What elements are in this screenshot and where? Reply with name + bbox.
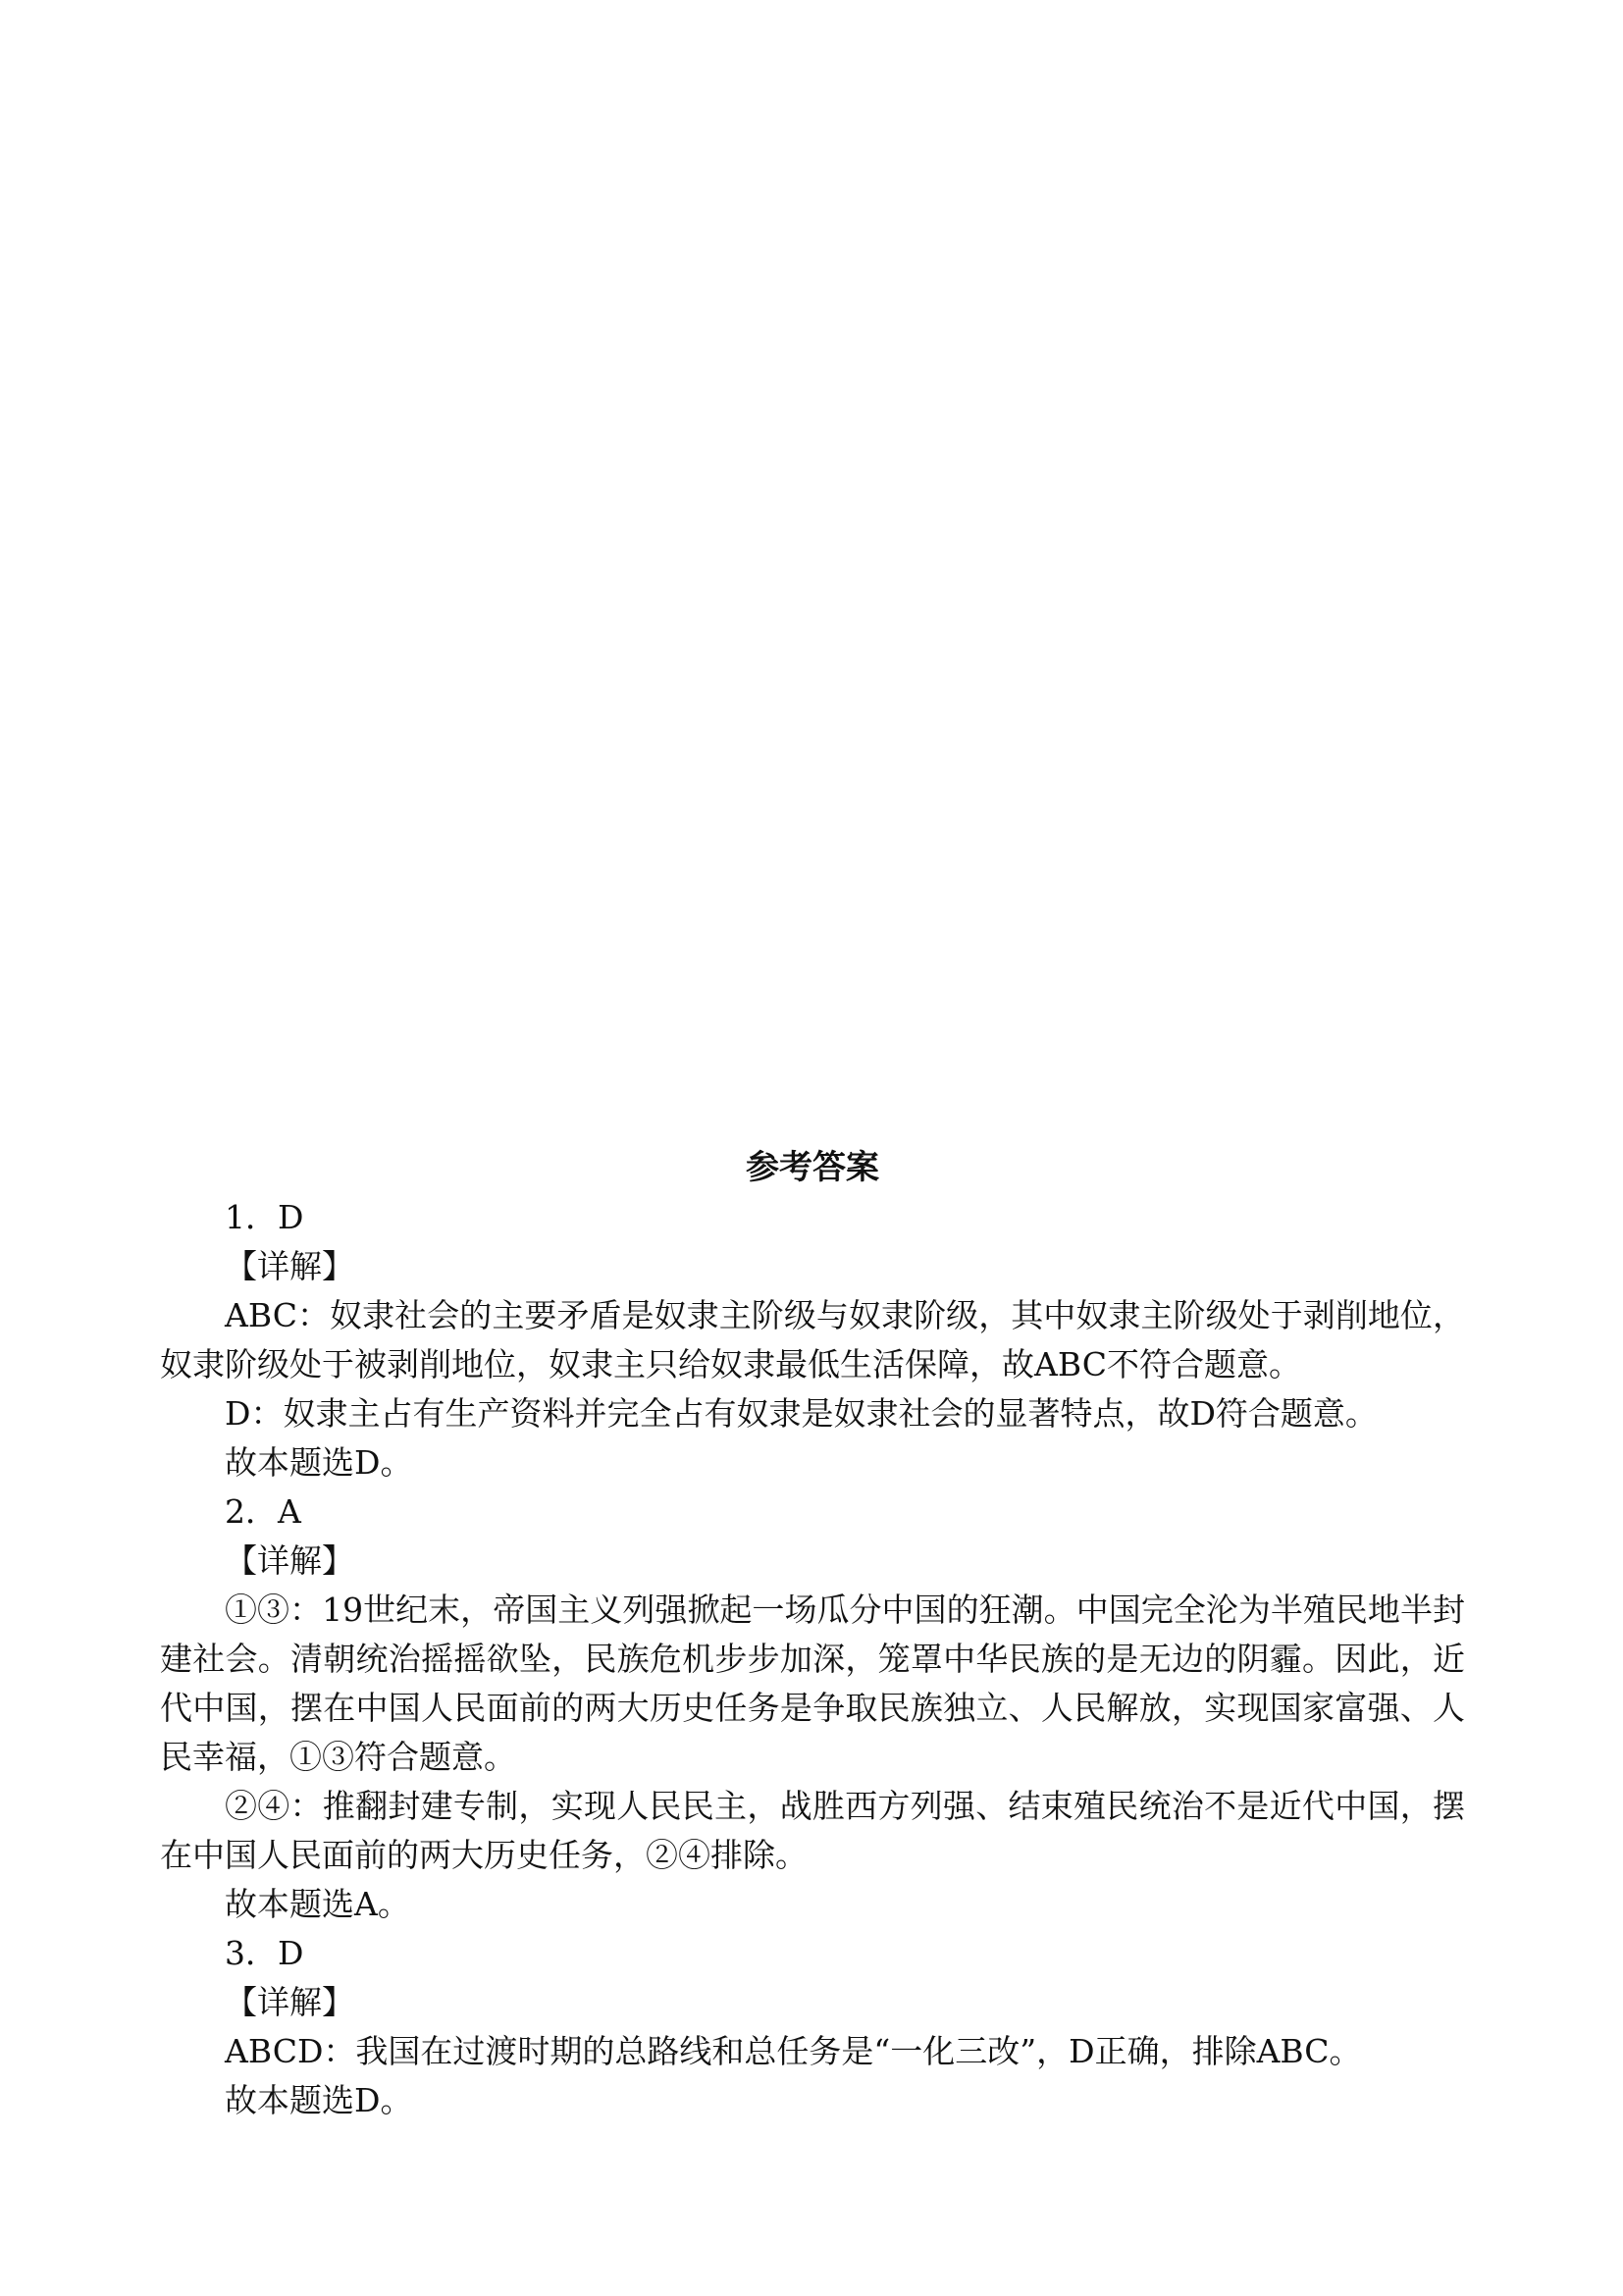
answer-number-2: 2．A xyxy=(225,1492,301,1531)
explanation-paragraph-3-1: ABCD：我国在过渡时期的总路线和总任务是“一化三改”，D正确，排除ABC。 xyxy=(225,2032,1362,2070)
explanation-paragraph-2-1: ①③：19世纪末，帝国主义列强掀起一场瓜分中国的狂潮。中国完全沦为半殖民地半封建社会。清朝统治摇摇欲坠，民族危机步步加深，笼罩中华民族的是无边的阴霾。因此，近代中国，摆在中国人民面前的两大历史任务是争取民族独立、人民解放，实现国家富强、人民幸福，①③符合题意。 xyxy=(160,1591,1465,1776)
explanation-paragraph-1-1: ABC：奴隶社会的主要矛盾是奴隶主阶级与奴隶阶级，其中奴隶主阶级处于剥削地位，奴隶阶级处于被剥削地位，奴隶主只给奴隶最低生活保障，故ABC不符合题意。 xyxy=(160,1296,1465,1383)
detail-label-3: 【详解】 xyxy=(225,1983,354,2021)
answer-key-section xyxy=(160,1144,1465,2125)
answer-key-title: 参考答案 xyxy=(746,1148,879,1187)
explanation-paragraph-1-2: D：奴隶主占有生产资料并完全占有奴隶是奴隶社会的显著特点，故D符合题意。 xyxy=(225,1394,1378,1433)
conclusion-1: 故本题选D。 xyxy=(225,1443,413,1482)
answer-number-3: 3．D xyxy=(225,1934,304,1972)
detail-label-2: 【详解】 xyxy=(225,1541,354,1580)
answer-item-1 xyxy=(160,1193,1465,1487)
explanation-paragraph-2-2: ②④：推翻封建专制，实现人民民主，战胜西方列强、结束殖民统治不是近代中国，摆在中国人民面前的两大历史任务，②④排除。 xyxy=(160,1787,1465,1874)
answer-number-1: 1．D xyxy=(225,1198,304,1236)
answer-item-2 xyxy=(160,1487,1465,1929)
detail-label-1: 【详解】 xyxy=(225,1247,354,1285)
conclusion-2: 故本题选A。 xyxy=(225,1885,410,1923)
conclusion-3: 故本题选D。 xyxy=(225,2081,413,2119)
answer-item-3 xyxy=(160,1929,1465,2125)
